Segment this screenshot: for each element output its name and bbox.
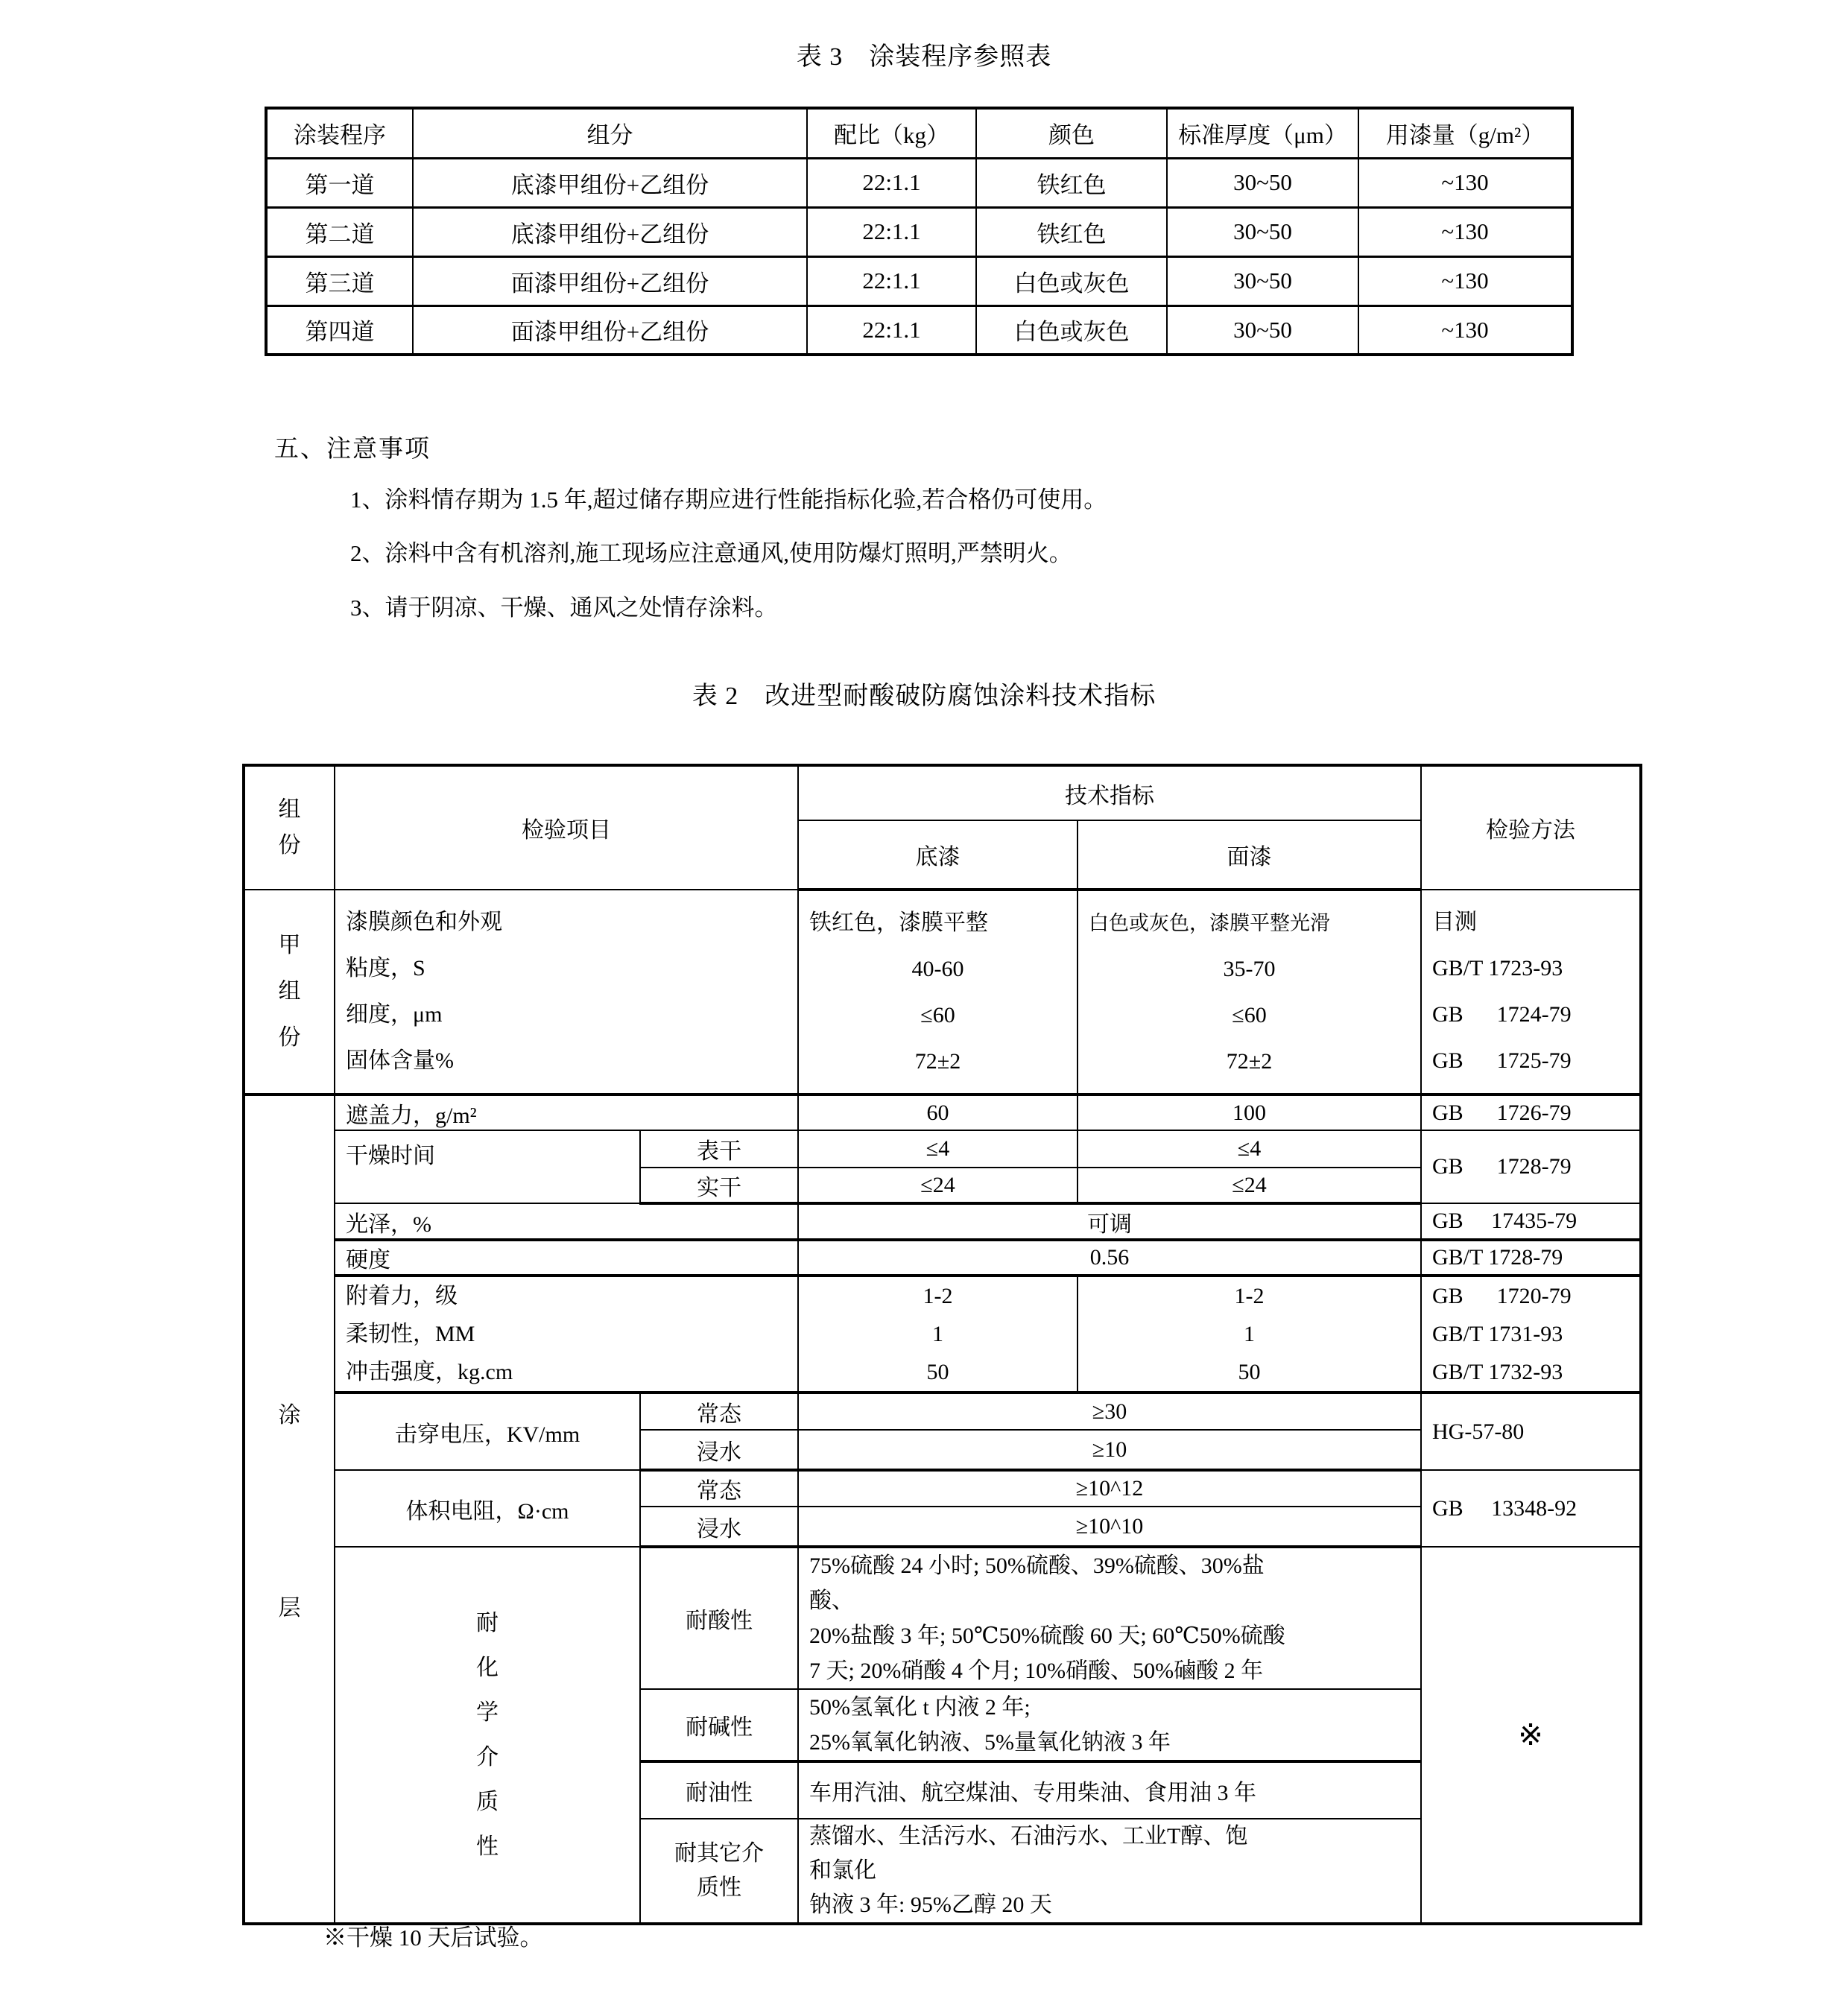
mech-topcoat-values (1078, 1276, 1421, 1393)
value: ≤24 (1078, 1168, 1421, 1203)
note-item: 1、涂料情存期为 1.5 年,超过储存期应进行性能指标化验,若合格仍可使用。 (350, 487, 1107, 513)
detail-line: 25%氧氧化钠液、5%量氧化钠液 3 年 (809, 1730, 1171, 1755)
groupA-primer-values (798, 890, 1078, 1095)
table3-cell: 铁红色 (976, 207, 1167, 256)
gloss-row (244, 1203, 1641, 1240)
table3-cell: 第四道 (266, 305, 413, 355)
test-item: 附着力，级 (346, 1284, 458, 1308)
table3-cell: 第三道 (266, 256, 413, 305)
value: 50 (926, 1360, 949, 1384)
table3-title: 表 3 涂装程序参照表 (796, 43, 1052, 71)
method: GB 1725-79 (1432, 1048, 1572, 1073)
value: ≥10^12 (798, 1470, 1421, 1507)
value: 40-60 (911, 956, 964, 981)
sub-item: 耐碱性 (640, 1689, 798, 1761)
value: 1 (932, 1322, 943, 1346)
method: GB/T 1723-93 (1432, 956, 1563, 981)
mech-primer-values (798, 1276, 1078, 1393)
table3-header-cell: 颜色 (976, 108, 1167, 158)
test-item: 固体含量% (346, 1048, 454, 1073)
value: ≤4 (1078, 1130, 1421, 1168)
alkali-resistance-detail (798, 1689, 1421, 1761)
detail-line: 蒸馏水、生活污水、石油污水、工业T醇、饱 (809, 1824, 1248, 1849)
table3-cell: 22:1.1 (807, 207, 976, 256)
groupA-label: 甲组份 (278, 933, 301, 1050)
groupA-items (335, 890, 798, 1095)
value: 35-70 (1223, 956, 1276, 981)
detail-line: 和氯化 (809, 1858, 876, 1883)
table3-cell: 30~50 (1167, 158, 1358, 207)
header-component (244, 765, 335, 890)
value: 72±2 (914, 1048, 961, 1074)
table2-header-row-1 (244, 765, 1641, 820)
table3-header-cell: 标准厚度（μm） (1167, 108, 1358, 158)
mech-items (335, 1276, 798, 1393)
reference-mark: ※ (1518, 1718, 1543, 1752)
drying-surface-row (244, 1130, 1641, 1168)
detail-line: 75%硫酸 24 小时; 50%硫酸、39%硫酸、30%盐 (809, 1553, 1265, 1578)
test-item: 体积电阻，Ω·cm (335, 1470, 640, 1547)
sub-item-label: 耐其它介质性 (674, 1841, 764, 1900)
method: GB 1720-79 (1432, 1284, 1572, 1308)
value: 1-2 (923, 1284, 953, 1308)
table3-header-row (266, 108, 1572, 158)
table3-cell: 22:1.1 (807, 305, 976, 355)
table3-cell: 铁红色 (976, 158, 1167, 207)
detail-line: 7 天; 20%硝酸 4 个月; 10%硝酸、50%磠酸 2 年 (809, 1659, 1264, 1683)
table3-cell: 面漆甲组份+乙组份 (413, 256, 807, 305)
table3-cell: 22:1.1 (807, 256, 976, 305)
sub-item: 浸水 (640, 1507, 798, 1547)
detail-line: 20%盐酸 3 年; 50℃50%硫酸 60 天; 60℃50%硫酸 (809, 1624, 1285, 1648)
table3-row (266, 207, 1572, 256)
detail-line: 钠液 3 年: 95%乙醇 20 天 (809, 1892, 1052, 1917)
coating-procedure-table (265, 107, 1574, 356)
sub-item: 表干 (640, 1130, 798, 1168)
groupA-label-cell (244, 890, 335, 1095)
value: 0.56 (798, 1240, 1421, 1276)
method: GB 1726-79 (1421, 1095, 1641, 1130)
value: 可调 (798, 1203, 1421, 1240)
header-topcoat: 面漆 (1078, 820, 1421, 890)
coating-label-char: 涂 (278, 1403, 301, 1428)
value: ≤60 (1232, 1002, 1267, 1027)
value: ≥30 (798, 1393, 1421, 1430)
value: 铁红色，漆膜平整 (809, 910, 988, 935)
value: ≥10 (798, 1430, 1421, 1470)
test-item: 光泽，% (335, 1203, 798, 1240)
table3-header-cell: 用漆量（g/m²） (1358, 108, 1572, 158)
table3-cell: ~130 (1358, 256, 1572, 305)
sub-item: 耐酸性 (640, 1547, 798, 1689)
method: GB 17435-79 (1421, 1203, 1641, 1240)
table3-cell: 底漆甲组份+乙组份 (413, 207, 807, 256)
table3-cell: 面漆甲组份+乙组份 (413, 305, 807, 355)
value: 60 (798, 1095, 1078, 1130)
value: 100 (1078, 1095, 1421, 1130)
footnote: ※干燥 10 天后试验。 (323, 1925, 543, 1951)
test-item: 细度，μm (346, 1002, 443, 1027)
sub-item (640, 1819, 798, 1924)
table3-cell: ~130 (1358, 207, 1572, 256)
method: 目测 (1432, 910, 1477, 934)
value: ≥10^10 (798, 1507, 1421, 1547)
method: GB/T 1728-79 (1421, 1240, 1641, 1276)
header-tech: 技术指标 (798, 765, 1421, 820)
coating-label-char: 层 (278, 1596, 301, 1621)
value: ≤24 (798, 1168, 1078, 1203)
value: ≤60 (920, 1002, 955, 1027)
table2-title: 表 2 改进型耐酸破防腐蚀涂料技术指标 (692, 682, 1156, 710)
technical-index-table (242, 764, 1642, 1925)
table3-cell: 30~50 (1167, 207, 1358, 256)
test-item: 击穿电压，KV/mm (335, 1393, 640, 1470)
value: 72±2 (1226, 1048, 1273, 1074)
method: GB/T 1731-93 (1432, 1322, 1563, 1346)
table3-row (266, 158, 1572, 207)
value: 白色或灰色，漆膜平整光滑 (1089, 911, 1330, 934)
sub-item: 耐油性 (640, 1761, 798, 1819)
sub-item: 浸水 (640, 1430, 798, 1470)
value: 1-2 (1234, 1284, 1265, 1308)
method: HG-57-80 (1421, 1393, 1641, 1470)
test-item: 柔韧性，MM (346, 1322, 475, 1346)
oil-resistance-detail: 车用汽油、航空煤油、专用柴油、食用油 3 年 (798, 1761, 1421, 1819)
coating-label (245, 1396, 334, 1622)
value: ≤4 (798, 1130, 1078, 1168)
table3-cell: ~130 (1358, 305, 1572, 355)
header-item: 检验项目 (335, 765, 798, 890)
acid-resistance-detail (798, 1547, 1421, 1689)
header-method: 检验方法 (1421, 765, 1641, 890)
test-item: 冲击强度，kg.cm (346, 1360, 513, 1384)
value: 50 (1238, 1360, 1261, 1384)
chem-method-cell (1421, 1547, 1641, 1924)
groupA-row (244, 890, 1641, 1095)
table3-row (266, 256, 1572, 305)
table3-cell: 第一道 (266, 158, 413, 207)
hardness-row (244, 1240, 1641, 1276)
mech-methods (1421, 1276, 1641, 1393)
other-media-detail (798, 1819, 1421, 1924)
table3-row (266, 305, 1572, 355)
table3-header-cell: 涂装程序 (266, 108, 413, 158)
resistance-normal-row (244, 1470, 1641, 1507)
table3-header-cell: 组分 (413, 108, 807, 158)
method: GB/T 1732-93 (1432, 1360, 1563, 1384)
test-item: 遮盖力，g/m² (335, 1095, 798, 1130)
method: GB 1724-79 (1432, 1002, 1572, 1027)
method: GB 1728-79 (1421, 1130, 1641, 1203)
header-component-label: 组份 (278, 797, 301, 858)
hiding-power-row (244, 1095, 1641, 1130)
chem-label-cell (335, 1547, 640, 1924)
notes-heading: 五、注意事项 (274, 436, 431, 463)
header-primer: 底漆 (798, 820, 1078, 890)
groupA-topcoat-values (1078, 890, 1421, 1095)
mechanical-row (244, 1276, 1641, 1393)
table3-cell: 白色或灰色 (976, 256, 1167, 305)
table3-cell: 第二道 (266, 207, 413, 256)
note-item: 3、请于阴凉、干燥、通风之处情存涂料。 (350, 595, 778, 621)
table3-cell: 30~50 (1167, 305, 1358, 355)
value: 1 (1244, 1322, 1255, 1346)
method: GB 13348-92 (1421, 1470, 1641, 1547)
sub-item: 常态 (640, 1470, 798, 1507)
acid-resistance-row (244, 1547, 1641, 1689)
table3-cell: ~130 (1358, 158, 1572, 207)
table3-header-cell: 配比（kg） (807, 108, 976, 158)
table3-cell: 30~50 (1167, 256, 1358, 305)
table3-cell: 22:1.1 (807, 158, 976, 207)
chem-label: 耐化学介质性 (476, 1610, 499, 1859)
sub-item: 常态 (640, 1393, 798, 1430)
table3-cell: 白色或灰色 (976, 305, 1167, 355)
groupA-methods (1421, 890, 1641, 1095)
test-item: 粘度，S (346, 956, 425, 981)
test-item: 干燥时间 (335, 1130, 640, 1203)
breakdown-normal-row (244, 1393, 1641, 1430)
coating-label-cell (244, 1095, 335, 1924)
table3-cell: 底漆甲组份+乙组份 (413, 158, 807, 207)
detail-line: 酸、 (809, 1589, 854, 1613)
note-item: 2、涂料中含有机溶剂,施工现场应注意通风,使用防爆灯照明,严禁明火。 (350, 540, 1072, 566)
test-item: 漆膜颜色和外观 (346, 910, 502, 934)
test-item: 硬度 (335, 1240, 798, 1276)
detail-line: 50%氢氧化 t 内液 2 年; (809, 1695, 1031, 1720)
sub-item: 实干 (640, 1168, 798, 1203)
